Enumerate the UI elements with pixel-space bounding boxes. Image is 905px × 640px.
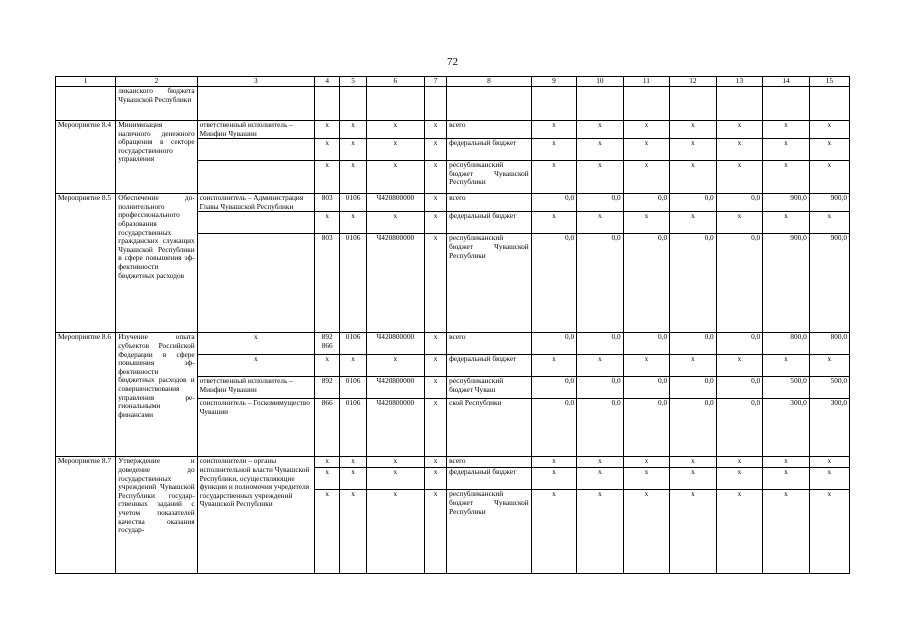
expense-type-cell: x <box>424 212 446 234</box>
section-code-cell: x <box>340 457 366 468</box>
executor-cell <box>197 212 314 234</box>
executor-cell: ответственный исполнитель – Минфин Чувашии <box>197 377 314 399</box>
target-article-cell: x <box>366 457 424 468</box>
col-number: 3 <box>197 77 314 87</box>
table-row <box>56 333 850 355</box>
year-value-cell: x <box>716 161 763 194</box>
section-code-cell: 0106 <box>340 194 366 212</box>
year-value-cell: 0,0 <box>716 399 763 457</box>
year-value-cell <box>763 87 810 121</box>
year-value-cell: x <box>531 212 576 234</box>
table-row <box>56 121 850 139</box>
year-value-cell: x <box>623 139 670 161</box>
year-value-cell: x <box>577 490 624 574</box>
expense-type-cell: x <box>424 355 446 377</box>
target-article-cell: Ч420800000 <box>366 333 424 355</box>
year-value-cell <box>670 87 717 121</box>
year-value-cell: 0,0 <box>531 399 576 457</box>
funding-source-cell: федеральный бюджет <box>447 212 532 234</box>
table-row <box>56 194 850 212</box>
table-body <box>56 77 850 574</box>
target-article-cell: x <box>366 121 424 139</box>
expense-type-cell: x <box>424 161 446 194</box>
year-value-cell: x <box>809 490 849 574</box>
expense-type-cell: x <box>424 333 446 355</box>
year-value-cell <box>577 87 624 121</box>
year-value-cell: x <box>623 457 670 468</box>
col-number: 8 <box>447 77 532 87</box>
year-value-cell: x <box>577 457 624 468</box>
year-value-cell: x <box>670 355 717 377</box>
year-value-cell: x <box>670 212 717 234</box>
grbs-code-cell: x <box>315 490 340 574</box>
year-value-cell: 0,0 <box>670 234 717 333</box>
year-value-cell: x <box>531 490 576 574</box>
col-number: 14 <box>763 77 810 87</box>
year-value-cell: x <box>809 139 849 161</box>
year-value-cell: x <box>716 121 763 139</box>
year-value-cell: 900,0 <box>809 234 849 333</box>
funding-source-cell: всего <box>447 121 532 139</box>
grbs-code-cell <box>315 87 340 121</box>
year-value-cell: x <box>670 161 717 194</box>
measure-code-cell <box>56 87 116 121</box>
page-number: 72 <box>447 56 458 68</box>
year-value-cell: 500,0 <box>809 377 849 399</box>
executor-cell <box>197 139 314 161</box>
year-value-cell: x <box>531 121 576 139</box>
budget-table-container <box>55 76 850 574</box>
col-number: 4 <box>315 77 340 87</box>
executor-cell: соисполнители – органы исполнительной власти Чувашской Республики, осуществляющие функции и полномочия учредителя государственных учреждений Чувашской Республики <box>197 457 314 574</box>
year-value-cell: 0,0 <box>623 377 670 399</box>
year-value-cell: x <box>670 468 717 490</box>
measure-code-cell: Мероприятие 8.7 <box>56 457 116 574</box>
section-code-cell: x <box>340 212 366 234</box>
grbs-code-cell: x <box>315 468 340 490</box>
funding-source-cell: республиканский бюджет Чувашской Республики <box>447 161 532 194</box>
expense-type-cell: x <box>424 468 446 490</box>
col-number: 6 <box>366 77 424 87</box>
year-value-cell: x <box>531 457 576 468</box>
year-value-cell: 0,0 <box>577 333 624 355</box>
year-value-cell: x <box>763 139 810 161</box>
section-code-cell: 0106 <box>340 399 366 457</box>
year-value-cell: 300,0 <box>809 399 849 457</box>
year-value-cell: 0,0 <box>716 234 763 333</box>
target-article-cell: Ч420800000 <box>366 399 424 457</box>
year-value-cell: x <box>763 355 810 377</box>
budget-table <box>55 76 850 574</box>
col-number: 11 <box>623 77 670 87</box>
measure-code-cell: Мероприятие 8.6 <box>56 333 116 457</box>
year-value-cell: x <box>670 457 717 468</box>
year-value-cell: 0,0 <box>623 399 670 457</box>
grbs-code-cell: x <box>315 457 340 468</box>
measure-name-cell: Утверждение и доведение до государственных учреждений Чувашской Республики государственных заданий с учетом показателей качества оказания государ- <box>116 457 197 574</box>
grbs-code-cell: 866 <box>315 399 340 457</box>
year-value-cell: x <box>763 490 810 574</box>
year-value-cell: 0,0 <box>716 333 763 355</box>
year-value-cell: 0,0 <box>670 194 717 212</box>
expense-type-cell: x <box>424 399 446 457</box>
year-value-cell: x <box>809 161 849 194</box>
col-number: 2 <box>116 77 197 87</box>
year-value-cell: x <box>763 468 810 490</box>
col-number: 13 <box>716 77 763 87</box>
target-article-cell: x <box>366 355 424 377</box>
expense-type-cell: x <box>424 377 446 399</box>
year-value-cell: x <box>577 161 624 194</box>
executor-cell: x <box>197 333 314 355</box>
year-value-cell: x <box>763 212 810 234</box>
year-value-cell: 0,0 <box>577 194 624 212</box>
funding-source-cell: республиканский бюджет Чувашской Республики <box>447 490 532 574</box>
year-value-cell: 900,0 <box>809 194 849 212</box>
year-value-cell: x <box>670 121 717 139</box>
table-row <box>56 87 850 121</box>
col-number: 7 <box>424 77 446 87</box>
funding-source-cell: ской Республики <box>447 399 532 457</box>
year-value-cell: 0,0 <box>577 234 624 333</box>
target-article-cell: x <box>366 490 424 574</box>
year-value-cell: 0,0 <box>716 194 763 212</box>
grbs-code-cell: x <box>315 355 340 377</box>
grbs-code-cell: x <box>315 139 340 161</box>
executor-cell: ответственный исполнитель – Минфин Чувашии <box>197 121 314 139</box>
year-value-cell: 800,0 <box>809 333 849 355</box>
executor-cell <box>197 87 314 121</box>
year-value-cell: x <box>716 457 763 468</box>
year-value-cell: x <box>809 355 849 377</box>
grbs-code-cell: 892 <box>315 377 340 399</box>
year-value-cell: 0,0 <box>670 399 717 457</box>
funding-source-cell: республиканский бюджет Чуваш <box>447 377 532 399</box>
funding-source-cell: республиканский бюджет Чувашской Республики <box>447 234 532 333</box>
measure-code-cell: Мероприятие 8.4 <box>56 121 116 194</box>
year-value-cell: 900,0 <box>763 234 810 333</box>
year-value-cell: x <box>670 490 717 574</box>
year-value-cell: 0,0 <box>577 377 624 399</box>
executor-cell <box>197 234 314 333</box>
grbs-code-cell: x <box>315 161 340 194</box>
executor-cell: соисполнитель – Администрация Главы Чувашской Республики <box>197 194 314 212</box>
year-value-cell: x <box>716 355 763 377</box>
year-value-cell: x <box>531 468 576 490</box>
year-value-cell: 500,0 <box>763 377 810 399</box>
section-code-cell: x <box>340 490 366 574</box>
measure-name-cell: Обеспечение дополнительного профессионального образования государственных гражданских служащих Чувашской Республики в сфере повышения эффективности бюджетных расходов <box>116 194 197 333</box>
col-number: 12 <box>670 77 717 87</box>
section-code-cell: x <box>340 121 366 139</box>
section-code-cell: x <box>340 139 366 161</box>
funding-source-cell: всего <box>447 194 532 212</box>
expense-type-cell <box>424 87 446 121</box>
year-value-cell: 900,0 <box>763 194 810 212</box>
year-value-cell: x <box>577 212 624 234</box>
funding-source-cell <box>447 87 532 121</box>
year-value-cell: 0,0 <box>623 194 670 212</box>
target-article-cell <box>366 87 424 121</box>
year-value-cell: x <box>623 212 670 234</box>
expense-type-cell: x <box>424 194 446 212</box>
measure-name-cell: Минимизация наличного денежного обращения в секторе государственного управления <box>116 121 197 194</box>
target-article-cell: x <box>366 212 424 234</box>
section-code-cell: x <box>340 161 366 194</box>
table-row <box>56 457 850 468</box>
year-value-cell: x <box>809 121 849 139</box>
measure-code-cell: Мероприятие 8.5 <box>56 194 116 333</box>
year-value-cell: 0,0 <box>531 234 576 333</box>
year-value-cell: x <box>577 355 624 377</box>
year-value-cell: x <box>763 457 810 468</box>
year-value-cell: 0,0 <box>670 333 717 355</box>
year-value-cell: 0,0 <box>531 333 576 355</box>
funding-source-cell: федеральный бюджет <box>447 139 532 161</box>
col-number: 9 <box>531 77 576 87</box>
year-value-cell: x <box>623 355 670 377</box>
column-number-row <box>56 77 850 87</box>
year-value-cell: x <box>763 161 810 194</box>
year-value-cell: x <box>716 468 763 490</box>
year-value-cell: x <box>577 121 624 139</box>
section-code-cell: 0106 <box>340 377 366 399</box>
section-code-cell: x <box>340 355 366 377</box>
year-value-cell: 0,0 <box>670 377 717 399</box>
executor-cell <box>197 161 314 194</box>
col-number: 10 <box>577 77 624 87</box>
col-number: 15 <box>809 77 849 87</box>
year-value-cell: 0,0 <box>716 377 763 399</box>
year-value-cell: x <box>670 139 717 161</box>
year-value-cell: x <box>763 121 810 139</box>
year-value-cell: x <box>623 161 670 194</box>
funding-source-cell: федеральный бюджет <box>447 355 532 377</box>
year-value-cell: 300,0 <box>763 399 810 457</box>
year-value-cell: x <box>809 212 849 234</box>
grbs-code-cell: 892 866 <box>315 333 340 355</box>
year-value-cell: 800,0 <box>763 333 810 355</box>
target-article-cell: Ч420800000 <box>366 194 424 212</box>
grbs-code-cell: 803 <box>315 194 340 212</box>
year-value-cell: x <box>531 139 576 161</box>
section-code-cell: 0106 <box>340 333 366 355</box>
year-value-cell: x <box>577 468 624 490</box>
expense-type-cell: x <box>424 139 446 161</box>
year-value-cell: x <box>809 457 849 468</box>
year-value-cell <box>623 87 670 121</box>
section-code-cell <box>340 87 366 121</box>
target-article-cell: Ч420800000 <box>366 234 424 333</box>
year-value-cell: x <box>809 468 849 490</box>
section-code-cell: 0106 <box>340 234 366 333</box>
year-value-cell: x <box>531 161 576 194</box>
target-article-cell: x <box>366 139 424 161</box>
year-value-cell: x <box>716 490 763 574</box>
grbs-code-cell: x <box>315 121 340 139</box>
col-number: 1 <box>56 77 116 87</box>
year-value-cell: 0,0 <box>623 234 670 333</box>
funding-source-cell: федеральный бюджет <box>447 468 532 490</box>
year-value-cell: 0,0 <box>531 194 576 212</box>
funding-source-cell: всего <box>447 457 532 468</box>
executor-cell: соисполнитель – Госкомимущество Чувашии <box>197 399 314 457</box>
expense-type-cell: x <box>424 234 446 333</box>
expense-type-cell: x <box>424 457 446 468</box>
year-value-cell: x <box>716 139 763 161</box>
year-value-cell: x <box>716 212 763 234</box>
measure-name-cell: Изучение опыта субъектов Российской Федерации в сфере повышения эффективности бюджетных расходов и совершенствования управления региональными финансами <box>116 333 197 457</box>
year-value-cell <box>531 87 576 121</box>
year-value-cell: x <box>623 490 670 574</box>
year-value-cell <box>809 87 849 121</box>
col-number: 5 <box>340 77 366 87</box>
target-article-cell: x <box>366 161 424 194</box>
year-value-cell: x <box>531 355 576 377</box>
year-value-cell <box>716 87 763 121</box>
year-value-cell: 0,0 <box>531 377 576 399</box>
year-value-cell: x <box>577 139 624 161</box>
target-article-cell: x <box>366 468 424 490</box>
grbs-code-cell: x <box>315 212 340 234</box>
expense-type-cell: x <box>424 121 446 139</box>
target-article-cell: Ч420800000 <box>366 377 424 399</box>
measure-name-cell: ликанского бюджета Чувашской Республики <box>116 87 197 121</box>
section-code-cell: x <box>340 468 366 490</box>
year-value-cell: 0,0 <box>623 333 670 355</box>
year-value-cell: 0,0 <box>577 399 624 457</box>
year-value-cell: x <box>623 121 670 139</box>
year-value-cell: x <box>623 468 670 490</box>
executor-cell: x <box>197 355 314 377</box>
grbs-code-cell: 803 <box>315 234 340 333</box>
expense-type-cell: x <box>424 490 446 574</box>
funding-source-cell: всего <box>447 333 532 355</box>
